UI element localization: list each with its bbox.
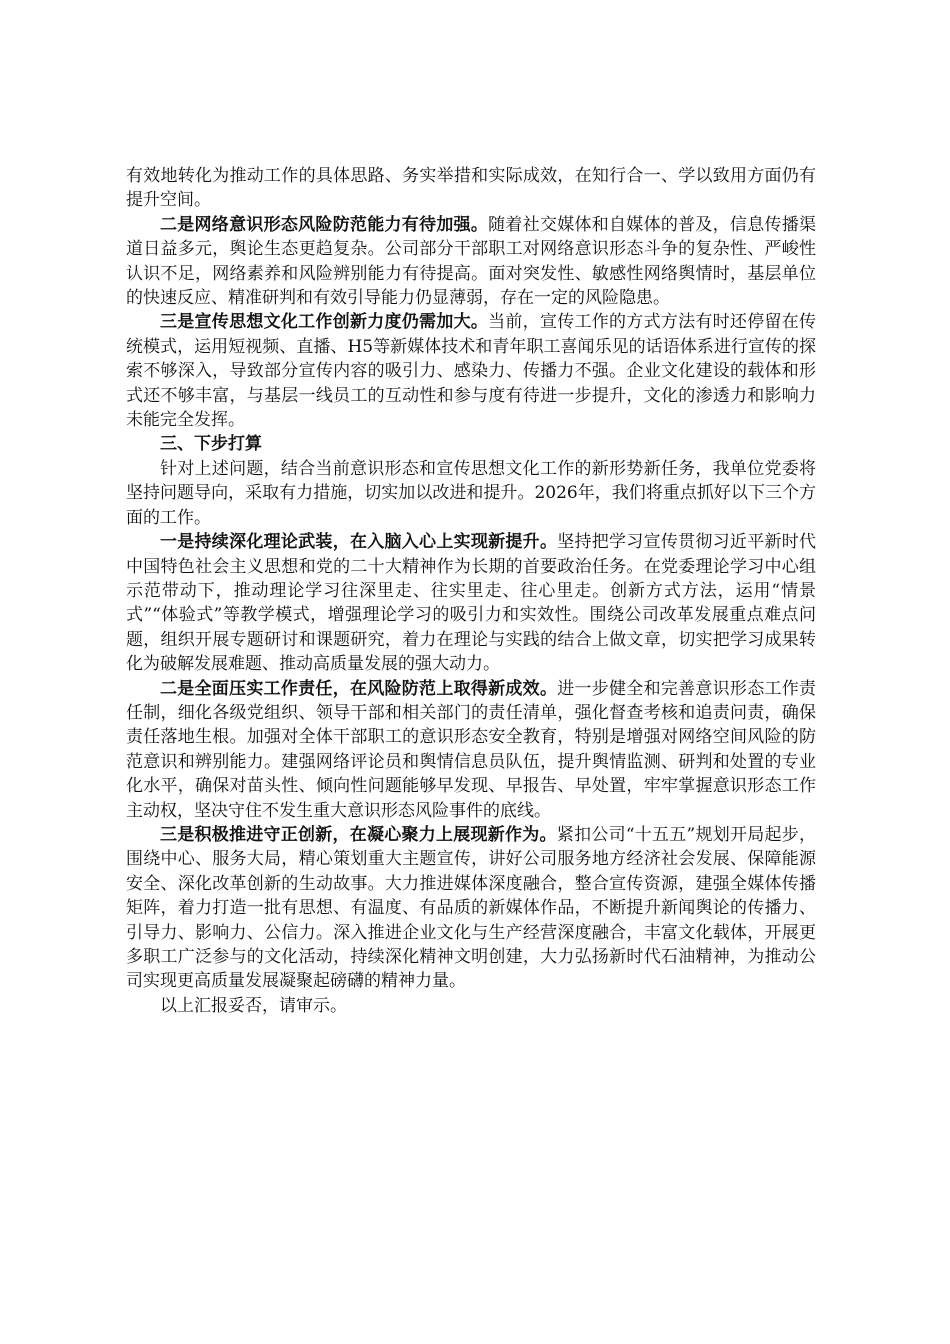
paragraph-intro: [126, 457, 816, 530]
paragraph-problem-2: [126, 213, 816, 311]
section-heading-text: 三、下步打算: [160, 434, 262, 455]
paragraph-closing: [126, 994, 816, 1018]
paragraph-plan-1: [126, 530, 816, 676]
paragraph-text: 进一步健全和完善意识形态工作责任制，细化各级党组织、领导干部和相关部门的责任清单，强化督查考核和追责问责，确保责任落地生根。加强对全体干部职工的意识形态安全教育，特别是增强对网络空间风险的防范意识和辨别能力。建强网络评论员和舆情信息员队伍，提升舆情监测、研判和处置的专业化水平，确保对苗头性、倾向性问题能够早发现、早报告、早处置，牢牢掌握意识形态工作主动权，坚决守住不发生重大意识形态风险事件的底线。: [126, 678, 817, 821]
paragraph-text: 随着社交媒体和自媒体的普及，信息传播渠道日益多元，舆论生态更趋复杂。公司部分干部职工对网络意识形态斗争的复杂性、严峻性认识不足，网络素养和风险辨别能力有待提高。面对突发性、敏感性网络舆情时，基层单位的快速反应、精准研判和有效引导能力仍显薄弱，存在一定的风险隐患。: [126, 214, 817, 309]
paragraph-lead: 二是网络意识形态风险防范能力有待加强。: [160, 214, 489, 235]
paragraph-text: 当前，宣传工作的方式方法有时还停留在传统模式，运用短视频、直播、H5等新媒体技术和青年职工喜闻乐见的话语体系进行宣传的探索不够深入，导致部分宣传内容的吸引力、感染力、传播力不强。企业文化建设的载体和形式还不够丰富，与基层一线员工的互动性和参与度有待进一步提升，文化的渗透力和影响力未能完全发挥。: [126, 312, 817, 431]
paragraph-text: 针对上述问题，结合当前意识形态和宣传思想文化工作的新形势新任务，我单位党委将坚持问题导向，采取有力措施，切实加以改进和提升。2026年，我们将重点抓好以下三个方面的工作。: [126, 458, 816, 528]
paragraph-lead: 三是积极推进守正创新，在凝心聚力上展现新作为。: [160, 824, 557, 845]
paragraph-text: 紧扣公司“十五五”规划开局起步，围绕中心、服务大局，精心策划重大主题宣传，讲好公司服务地方经济社会发展、保障能源安全、深化改革创新的生动故事。大力推进媒体深度融合，整合宣传资源，建强全媒体传播矩阵，着力打造一批有思想、有温度、有品质的新媒体作品，不断提升新闻舆论的传播力、引导力、影响力、公信力。深入推进企业文化与生产经营深度融合，丰富文化载体，开展更多职工广泛参与的文化活动，持续深化精神文明创建，大力弘扬新时代石油精神，为推动公司实现更高质量发展凝聚起磅礴的精神力量。: [126, 824, 817, 992]
paragraph-lead: 一是持续深化理论武装，在入脑入心上实现新提升。: [160, 532, 558, 553]
section-heading-next-steps: [126, 432, 816, 456]
document-body: [126, 164, 816, 1018]
paragraph-text: 坚持把学习宣传贯彻习近平新时代中国特色社会主义思想和党的二十大精神作为长期的首要政治任务。在党委理论学习中心组示范带动下，推动理论学习往深里走、往实里走、往心里走。创新方式方法，运用“情景式”“体验式”等教学模式，增强理论学习的吸引力和实效性。围绕公司改革发展重点难点问题，组织开展专题研讨和课题研究，着力在理论与实践的结合上做文章，切实把学习成果转化为破解发展难题、推动高质量发展的强大动力。: [126, 532, 817, 675]
paragraph-text: 有效地转化为推动工作的具体思路、务实举措和实际成效，在知行合一、学以致用方面仍有提升空间。: [126, 166, 816, 211]
paragraph-continuation: [126, 164, 816, 213]
paragraph-problem-3: [126, 310, 816, 432]
paragraph-plan-2: [126, 677, 816, 823]
paragraph-lead: 三是宣传思想文化工作创新力度仍需加大。: [160, 312, 489, 333]
paragraph-lead: 二是全面压实工作责任，在风险防范上取得新成效。: [160, 678, 558, 699]
paragraph-plan-3: [126, 823, 816, 994]
closing-text: 以上汇报妥否，请审示。: [160, 995, 347, 1016]
